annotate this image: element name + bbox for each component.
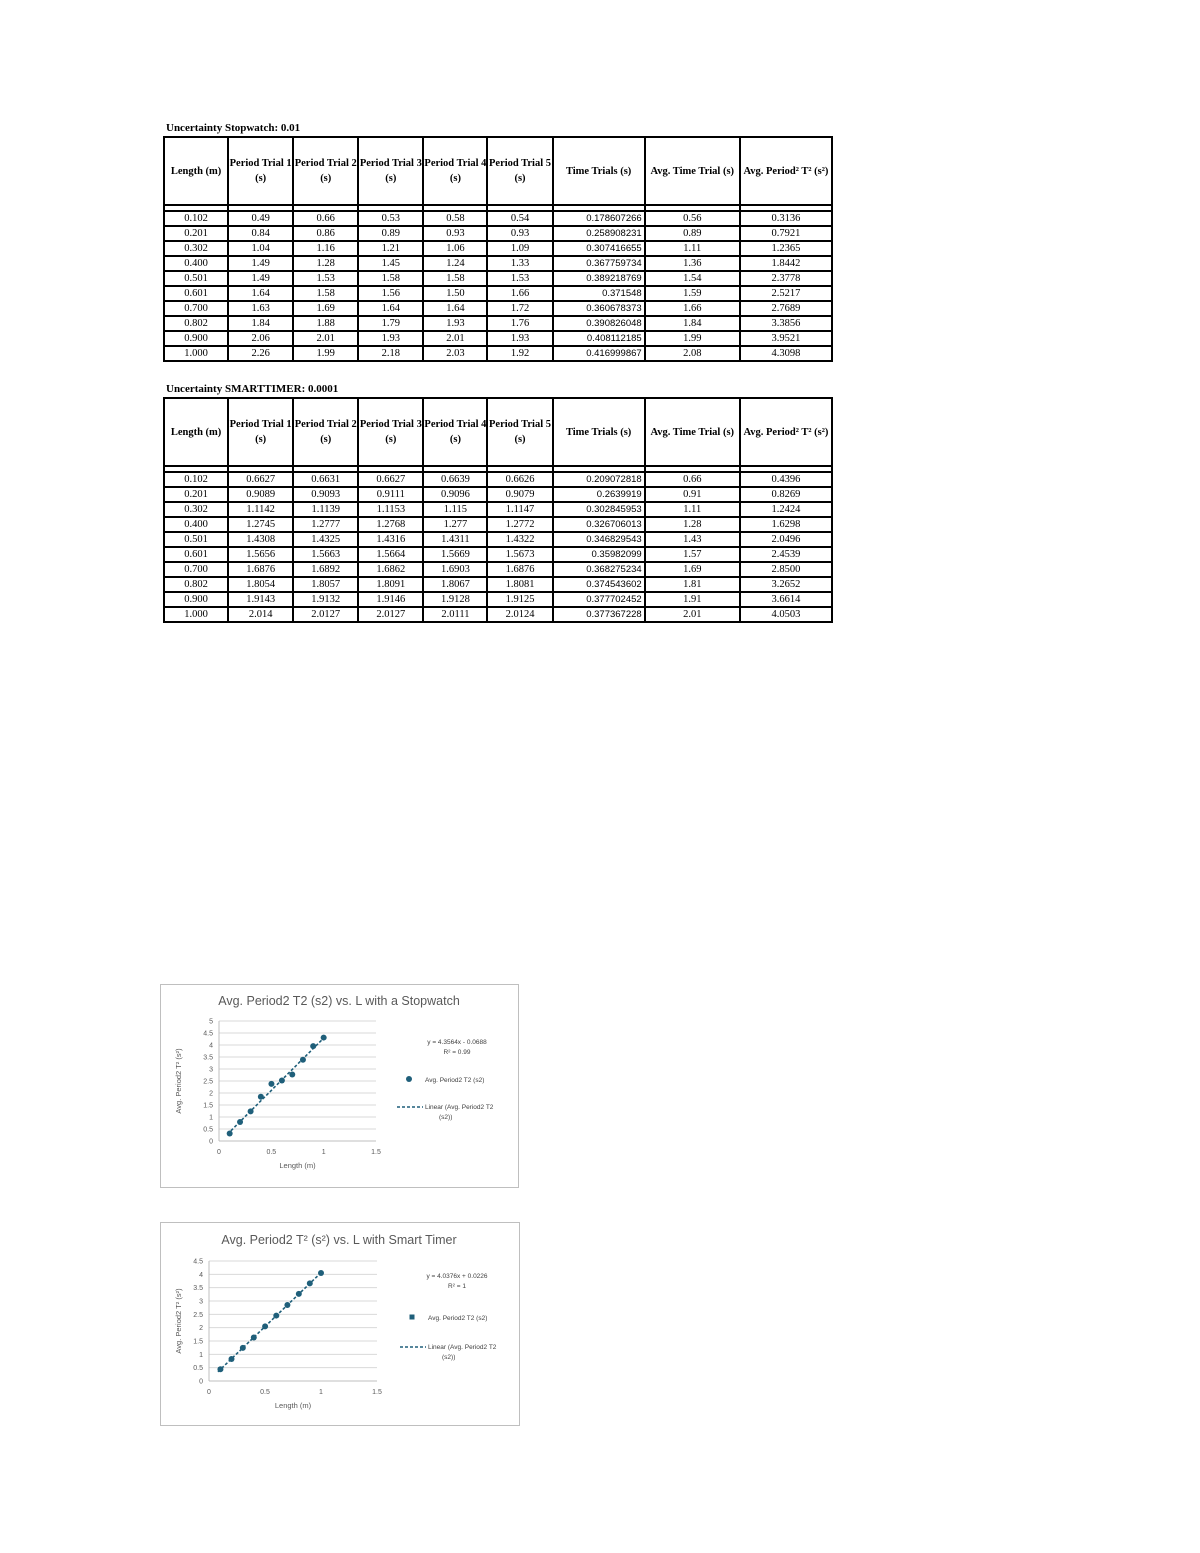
x-tick-label: 0.5 — [266, 1149, 277, 1156]
table-cell: 3.3856 — [740, 316, 832, 331]
table-row — [164, 241, 832, 256]
table-cell: 1.28 — [645, 517, 740, 532]
y-tick-label: 4.5 — [203, 1030, 213, 1038]
x-axis-label: Length (m) — [279, 1161, 316, 1170]
table-cell: 1.1147 — [487, 502, 552, 517]
table-cell: 0.102 — [164, 211, 228, 226]
y-tick-label: 3 — [199, 1298, 203, 1306]
data-point — [310, 1043, 316, 1049]
table-cell: 1.000 — [164, 607, 228, 622]
table-cell: 1.2424 — [740, 502, 832, 517]
table-row — [164, 316, 832, 331]
y-tick-label: 0.5 — [203, 1126, 213, 1134]
table-cell: 1.49 — [228, 271, 293, 286]
table-cell: 0.501 — [164, 271, 228, 286]
table-cell: 1.36 — [645, 256, 740, 271]
table-cell: 1.66 — [487, 286, 552, 301]
table-cell: 0.91 — [645, 487, 740, 502]
table-cell: 1.21 — [358, 241, 423, 256]
data-point — [279, 1077, 285, 1083]
x-tick-label: 1.5 — [371, 1149, 381, 1156]
data-point — [262, 1323, 268, 1329]
table-cell: 1.43 — [645, 532, 740, 547]
y-tick-label: 5 — [209, 1018, 213, 1026]
table-cell: 0.178607266 — [553, 211, 645, 226]
column-header: Period Trial 5 (s) — [487, 398, 552, 466]
x-tick-label: 1 — [321, 1149, 326, 1156]
x-axis-label: Length (m) — [274, 1401, 312, 1410]
table-cell: 0.367759734 — [553, 256, 645, 271]
column-header: Avg. Time Trial (s) — [645, 137, 740, 205]
table-cell: 1.9132 — [293, 592, 358, 607]
column-header: Avg. Period² T² (s²) — [740, 137, 832, 205]
y-tick-label: 1 — [199, 1351, 203, 1359]
table-cell: 1.16 — [293, 241, 358, 256]
table-cell: 1.5656 — [228, 547, 293, 562]
table-cell: 2.0124 — [487, 607, 552, 622]
table-cell: 2.7689 — [740, 301, 832, 316]
table-cell: 1.2365 — [740, 241, 832, 256]
table-cell: 1.64 — [228, 286, 293, 301]
table-cell: 0.9089 — [228, 487, 293, 502]
data-point — [240, 1345, 246, 1351]
table-row — [164, 547, 832, 562]
table-cell: 1.69 — [645, 562, 740, 577]
table-cell: 2.0496 — [740, 532, 832, 547]
column-header: Period Trial 1 (s) — [228, 398, 293, 466]
table-cell: 1.45 — [358, 256, 423, 271]
table-cell: 1.5673 — [487, 547, 552, 562]
table-cell: 2.0127 — [293, 607, 358, 622]
table-cell: 1.11 — [645, 502, 740, 517]
table-cell: 0.802 — [164, 316, 228, 331]
table-cell: 1.33 — [487, 256, 552, 271]
table-cell: 0.400 — [164, 256, 228, 271]
table-cell: 1.2772 — [487, 517, 552, 532]
data-point — [321, 1035, 327, 1041]
column-header: Length (m) — [164, 137, 228, 205]
y-tick-label: 3.5 — [203, 1054, 213, 1062]
table-cell: 4.3098 — [740, 346, 832, 361]
data-point — [318, 1270, 324, 1276]
table-cell: 0.54 — [487, 211, 552, 226]
y-tick-label: 1 — [209, 1114, 213, 1122]
data-point — [248, 1108, 254, 1114]
table-cell: 1.53 — [293, 271, 358, 286]
table-cell: 0.400 — [164, 517, 228, 532]
data-point — [258, 1094, 264, 1100]
table-cell: 0.66 — [645, 472, 740, 487]
data-point — [217, 1366, 223, 1372]
table-cell: 0.6627 — [358, 472, 423, 487]
table-cell: 0.368275234 — [553, 562, 645, 577]
table-row — [164, 211, 832, 226]
table-row — [164, 607, 832, 622]
table-cell: 0.377367228 — [553, 607, 645, 622]
table-cell: 0.58 — [423, 211, 487, 226]
table-row — [164, 256, 832, 271]
table-cell: 0.6631 — [293, 472, 358, 487]
data-point — [307, 1280, 313, 1286]
table-cell: 1.81 — [645, 577, 740, 592]
table-cell: 3.9521 — [740, 331, 832, 346]
table-cell: 1.8057 — [293, 577, 358, 592]
table-row — [164, 577, 832, 592]
table-cell: 1.64 — [358, 301, 423, 316]
column-header: Period Trial 3 (s) — [358, 398, 423, 466]
table-cell: 0.302845953 — [553, 502, 645, 517]
table-cell: 1.93 — [358, 331, 423, 346]
column-header: Time Trials (s) — [553, 398, 645, 466]
y-tick-label: 1.5 — [193, 1338, 203, 1346]
table-cell: 0.49 — [228, 211, 293, 226]
table-cell: 0.53 — [358, 211, 423, 226]
table-cell: 1.1142 — [228, 502, 293, 517]
table-cell: 1.54 — [645, 271, 740, 286]
chart-title: Avg. Period2 T2 (s2) vs. L with a Stopwatch — [218, 994, 460, 1008]
r-squared: R² = 0.99 — [443, 1049, 471, 1056]
stopwatch-table — [163, 136, 833, 362]
table-cell: 2.0111 — [423, 607, 487, 622]
table-cell: 1.84 — [228, 316, 293, 331]
table-cell: 0.2639919 — [553, 487, 645, 502]
table-cell: 1.84 — [645, 316, 740, 331]
x-tick-label: 0.5 — [260, 1389, 270, 1396]
y-tick-label: 4 — [209, 1042, 213, 1050]
y-tick-label: 3.5 — [193, 1285, 203, 1293]
y-tick-label: 2.5 — [203, 1078, 213, 1086]
table-cell: 1.49 — [228, 256, 293, 271]
table-cell: 1.99 — [645, 331, 740, 346]
data-point — [300, 1057, 306, 1063]
table-cell: 0.66 — [293, 211, 358, 226]
y-axis-label: Avg. Period2 T² (s²) — [174, 1288, 183, 1354]
table-cell: 0.56 — [645, 211, 740, 226]
table-cell: 1.1139 — [293, 502, 358, 517]
column-header: Length (m) — [164, 398, 228, 466]
y-tick-label: 2 — [209, 1090, 213, 1098]
table-cell: 1.93 — [487, 331, 552, 346]
table-cell: 1.58 — [423, 271, 487, 286]
table-cell: 1.5669 — [423, 547, 487, 562]
table-cell: 1.50 — [423, 286, 487, 301]
table-cell: 1.4316 — [358, 532, 423, 547]
table-row — [164, 562, 832, 577]
table-row — [164, 592, 832, 607]
x-tick-label: 1 — [319, 1389, 323, 1396]
table-cell: 1.9128 — [423, 592, 487, 607]
table-row — [164, 472, 832, 487]
table-cell: 0.209072818 — [553, 472, 645, 487]
table-cell: 2.5217 — [740, 286, 832, 301]
table-cell: 1.9143 — [228, 592, 293, 607]
column-header: Period Trial 4 (s) — [423, 137, 487, 205]
table-row — [164, 286, 832, 301]
table-cell: 1.24 — [423, 256, 487, 271]
table-cell: 1.99 — [293, 346, 358, 361]
table-cell: 0.374543602 — [553, 577, 645, 592]
table-cell: 2.01 — [293, 331, 358, 346]
table-cell: 1.8081 — [487, 577, 552, 592]
table-cell: 0.9093 — [293, 487, 358, 502]
table-cell: 0.346829543 — [553, 532, 645, 547]
table-cell: 0.6639 — [423, 472, 487, 487]
table-cell: 0.601 — [164, 286, 228, 301]
column-header: Period Trial 2 (s) — [293, 137, 358, 205]
table-cell: 1.2745 — [228, 517, 293, 532]
table-cell: 0.377702452 — [553, 592, 645, 607]
table-cell: 0.9111 — [358, 487, 423, 502]
table-cell: 1.72 — [487, 301, 552, 316]
table-cell: 0.201 — [164, 487, 228, 502]
table-cell: 1.6892 — [293, 562, 358, 577]
table-cell: 2.01 — [423, 331, 487, 346]
table-cell: 2.8500 — [740, 562, 832, 577]
table-cell: 0.700 — [164, 562, 228, 577]
table-cell: 0.201 — [164, 226, 228, 241]
table-cell: 0.302 — [164, 241, 228, 256]
y-tick-label: 3 — [209, 1066, 213, 1074]
data-point — [273, 1313, 279, 1319]
table-cell: 1.115 — [423, 502, 487, 517]
table-cell: 1.6903 — [423, 562, 487, 577]
table-cell: 1.4311 — [423, 532, 487, 547]
table-cell: 1.9146 — [358, 592, 423, 607]
column-header: Avg. Period² T² (s²) — [740, 398, 832, 466]
y-tick-label: 4 — [199, 1271, 203, 1279]
table-cell: 0.900 — [164, 331, 228, 346]
table-cell: 2.03 — [423, 346, 487, 361]
table-cell: 2.01 — [645, 607, 740, 622]
y-tick-label: 2.5 — [193, 1311, 203, 1319]
table-cell: 1.6876 — [487, 562, 552, 577]
table-cell: 1.91 — [645, 592, 740, 607]
table-row — [164, 271, 832, 286]
chart-title: Avg. Period2 T² (s²) vs. L with Smart Timer — [221, 1233, 457, 1247]
x-tick-label: 1.5 — [372, 1389, 382, 1396]
table-cell: 0.326706013 — [553, 517, 645, 532]
column-header: Period Trial 3 (s) — [358, 137, 423, 205]
table-row — [164, 502, 832, 517]
column-header: Period Trial 5 (s) — [487, 137, 552, 205]
column-header: Avg. Time Trial (s) — [645, 398, 740, 466]
table-cell: 0.6627 — [228, 472, 293, 487]
y-tick-label: 0 — [199, 1378, 203, 1386]
table-cell: 1.79 — [358, 316, 423, 331]
table-cell: 1.5664 — [358, 547, 423, 562]
column-header: Period Trial 1 (s) — [228, 137, 293, 205]
legend-marker — [406, 1076, 412, 1082]
table-cell: 1.58 — [293, 286, 358, 301]
table-row — [164, 487, 832, 502]
table-cell: 0.89 — [358, 226, 423, 241]
table-cell: 1.6298 — [740, 517, 832, 532]
r-squared: R² = 1 — [448, 1283, 466, 1290]
table-cell: 1.66 — [645, 301, 740, 316]
table-cell: 1.1153 — [358, 502, 423, 517]
smarttimer-table — [163, 397, 833, 623]
table-cell: 0.9079 — [487, 487, 552, 502]
table-cell: 0.9096 — [423, 487, 487, 502]
table-cell: 1.277 — [423, 517, 487, 532]
data-point — [284, 1302, 290, 1308]
data-point — [268, 1081, 274, 1087]
table-cell: 0.802 — [164, 577, 228, 592]
table-row — [164, 346, 832, 361]
table-cell: 1.06 — [423, 241, 487, 256]
table-cell: 0.258908231 — [553, 226, 645, 241]
table-cell: 0.371548 — [553, 286, 645, 301]
table-cell: 0.86 — [293, 226, 358, 241]
table-cell: 0.307416655 — [553, 241, 645, 256]
table-cell: 1.28 — [293, 256, 358, 271]
table-cell: 0.4396 — [740, 472, 832, 487]
legend-trend-label-cont: (s2)) — [439, 1114, 453, 1121]
table-cell: 1.56 — [358, 286, 423, 301]
table-cell: 1.63 — [228, 301, 293, 316]
table-cell: 0.360678373 — [553, 301, 645, 316]
column-header: Period Trial 4 (s) — [423, 398, 487, 466]
table-cell: 2.4539 — [740, 547, 832, 562]
table-cell: 2.06 — [228, 331, 293, 346]
table-row — [164, 517, 832, 532]
table-cell: 1.9125 — [487, 592, 552, 607]
table-cell: 0.408112185 — [553, 331, 645, 346]
stopwatch-chart — [160, 984, 519, 1188]
smarttimer-chart-svg — [161, 1223, 519, 1425]
data-point — [251, 1335, 257, 1341]
legend-label: Avg. Period2 T2 (s2) — [425, 1077, 485, 1084]
table-cell: 0.501 — [164, 532, 228, 547]
table2-caption: Uncertainty SMARTTIMER: 0.0001 — [166, 383, 339, 395]
table-cell: 1.000 — [164, 346, 228, 361]
table-cell: 0.8269 — [740, 487, 832, 502]
table-cell: 1.8054 — [228, 577, 293, 592]
table-cell: 0.416999867 — [553, 346, 645, 361]
table-cell: 1.8067 — [423, 577, 487, 592]
table-cell: 2.26 — [228, 346, 293, 361]
table-cell: 0.900 — [164, 592, 228, 607]
stopwatch-chart-svg — [161, 985, 518, 1187]
table-cell: 1.64 — [423, 301, 487, 316]
table-cell: 0.102 — [164, 472, 228, 487]
y-tick-label: 4.5 — [193, 1258, 203, 1266]
table-cell: 1.6876 — [228, 562, 293, 577]
table-cell: 1.92 — [487, 346, 552, 361]
table-cell: 1.2768 — [358, 517, 423, 532]
table-cell: 1.53 — [487, 271, 552, 286]
y-tick-label: 0.5 — [193, 1365, 203, 1373]
table-cell: 0.6626 — [487, 472, 552, 487]
table-cell: 0.93 — [423, 226, 487, 241]
table-cell: 0.89 — [645, 226, 740, 241]
table-row — [164, 301, 832, 316]
legend-label: Avg. Period2 T2 (s2) — [428, 1315, 488, 1322]
table-row — [164, 226, 832, 241]
table-cell: 2.014 — [228, 607, 293, 622]
table-cell: 0.93 — [487, 226, 552, 241]
table-cell: 0.84 — [228, 226, 293, 241]
table-header-row — [164, 137, 832, 205]
x-tick-label: 0 — [217, 1149, 221, 1156]
legend-trend-label: Linear (Avg. Period2 T2 — [425, 1104, 494, 1111]
data-point — [237, 1119, 243, 1125]
table-cell: 1.4308 — [228, 532, 293, 547]
table-cell: 0.302 — [164, 502, 228, 517]
trendline-equation: y = 4.0376x + 0.0226 — [426, 1273, 488, 1280]
table-cell: 2.0127 — [358, 607, 423, 622]
y-tick-label: 0 — [209, 1138, 213, 1146]
table-cell: 1.4322 — [487, 532, 552, 547]
data-point — [227, 1130, 233, 1136]
table-cell: 0.3136 — [740, 211, 832, 226]
table-cell: 1.57 — [645, 547, 740, 562]
table-cell: 0.601 — [164, 547, 228, 562]
table-cell: 1.6862 — [358, 562, 423, 577]
y-tick-label: 2 — [199, 1325, 203, 1333]
table-cell: 1.59 — [645, 286, 740, 301]
table-cell: 1.2777 — [293, 517, 358, 532]
trendline-equation: y = 4.3564x - 0.0688 — [427, 1039, 487, 1046]
table-cell: 1.5663 — [293, 547, 358, 562]
table-cell: 1.69 — [293, 301, 358, 316]
table-cell: 1.88 — [293, 316, 358, 331]
data-point — [296, 1291, 302, 1297]
column-header: Time Trials (s) — [553, 137, 645, 205]
legend-marker — [410, 1315, 415, 1320]
table-header-row — [164, 398, 832, 466]
legend-trend-label-cont: (s2)) — [442, 1354, 456, 1361]
table-cell: 2.18 — [358, 346, 423, 361]
x-tick-label: 0 — [207, 1389, 211, 1396]
legend-trend-label: Linear (Avg. Period2 T2 — [428, 1344, 497, 1351]
table-cell: 1.09 — [487, 241, 552, 256]
table-cell: 4.0503 — [740, 607, 832, 622]
table-cell: 2.08 — [645, 346, 740, 361]
table-row — [164, 532, 832, 547]
table-row — [164, 331, 832, 346]
table-cell: 1.93 — [423, 316, 487, 331]
y-tick-label: 1.5 — [203, 1102, 213, 1110]
table-cell: 1.76 — [487, 316, 552, 331]
table-cell: 2.3778 — [740, 271, 832, 286]
table-cell: 1.58 — [358, 271, 423, 286]
table-cell: 0.389218769 — [553, 271, 645, 286]
table-cell: 3.6614 — [740, 592, 832, 607]
data-point — [229, 1356, 235, 1362]
table1-caption: Uncertainty Stopwatch: 0.01 — [166, 122, 301, 134]
table-cell: 3.2652 — [740, 577, 832, 592]
y-axis-label: Avg. Period2 T² (s²) — [174, 1048, 183, 1114]
data-point — [289, 1072, 295, 1078]
table-cell: 1.8442 — [740, 256, 832, 271]
table-cell: 1.4325 — [293, 532, 358, 547]
table-cell: 1.8091 — [358, 577, 423, 592]
table-cell: 1.04 — [228, 241, 293, 256]
table-cell: 0.7921 — [740, 226, 832, 241]
smarttimer-chart — [160, 1222, 520, 1426]
table-cell: 0.390826048 — [553, 316, 645, 331]
column-header: Period Trial 2 (s) — [293, 398, 358, 466]
table-cell: 0.700 — [164, 301, 228, 316]
table-cell: 0.35982099 — [553, 547, 645, 562]
table-cell: 1.11 — [645, 241, 740, 256]
